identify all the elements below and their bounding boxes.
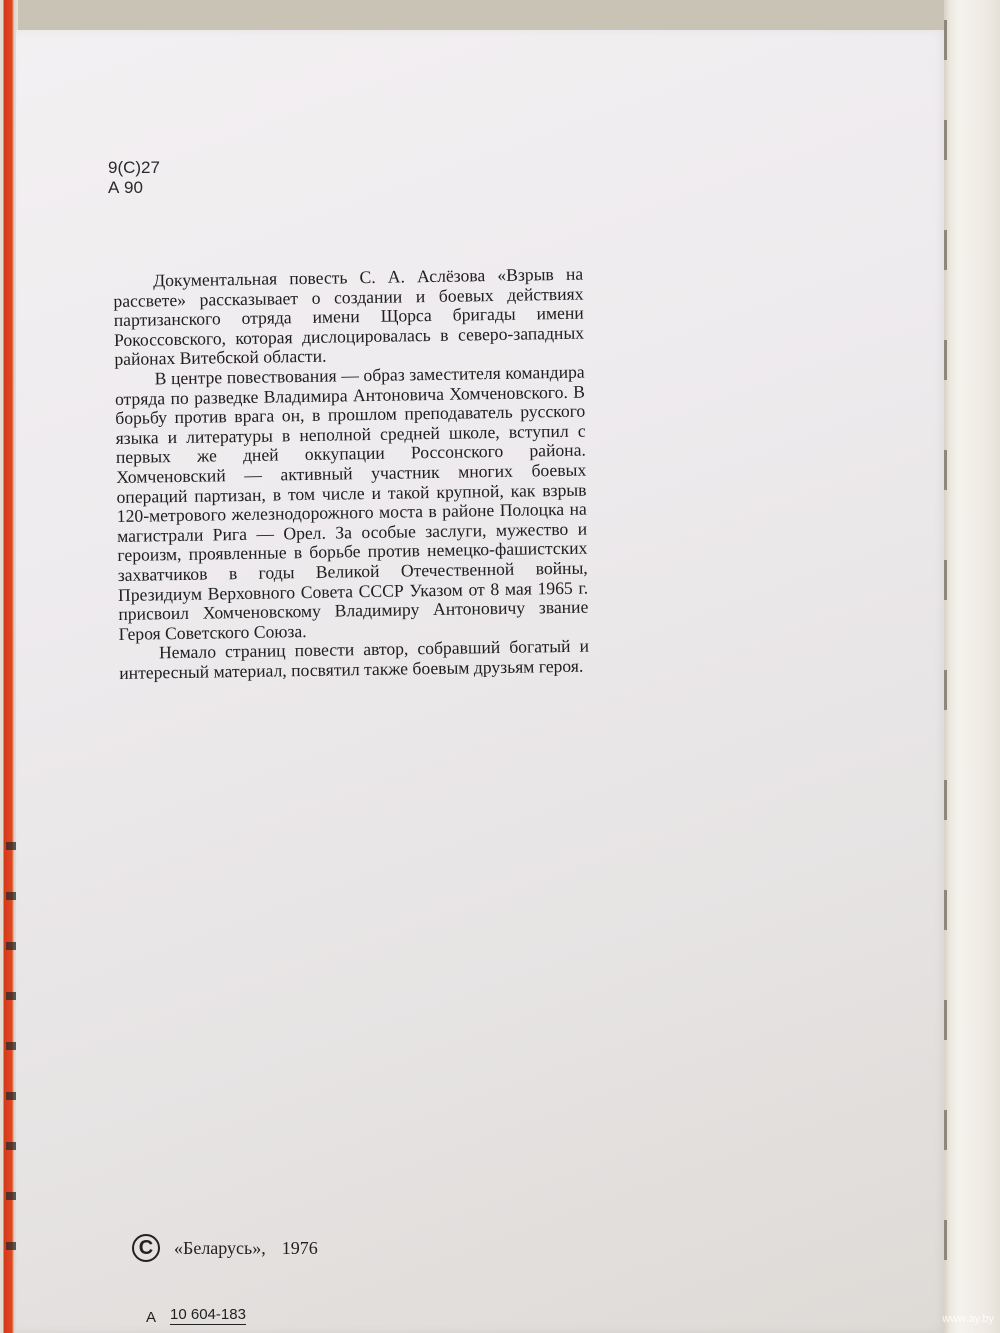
- udc-code: [108, 158, 160, 198]
- publication-year: 1976: [281, 1237, 318, 1258]
- publisher-name: «Беларусь»,: [174, 1237, 266, 1258]
- book-spine-gutter: [944, 0, 1000, 1333]
- binding-stitch: [944, 230, 947, 270]
- binding-stitch: [944, 450, 947, 490]
- binding-stitch: [944, 20, 947, 60]
- binding-stitch: [944, 120, 947, 160]
- annotation-paragraph: Немало страниц повести автор, собравший богатый и интересный материал, посвятил также боевым друзьям героя.: [119, 635, 590, 683]
- publication-index: [146, 1306, 246, 1326]
- cover-edge-marks: [6, 820, 16, 1280]
- book-annotation: [113, 265, 589, 684]
- udc-line-1: 9(С)27: [108, 158, 160, 177]
- copyright-line: [132, 1234, 318, 1262]
- binding-stitch: [944, 1000, 947, 1040]
- copyright-icon: C: [132, 1234, 160, 1262]
- index-number: 10 604-183: [170, 1306, 246, 1323]
- binding-stitch: [944, 780, 947, 820]
- site-watermark: www.ay.by: [942, 1313, 994, 1325]
- index-letter: А: [146, 1309, 157, 1326]
- binding-stitch: [944, 1220, 947, 1260]
- binding-stitch: [944, 560, 947, 600]
- binding-stitch: [944, 1110, 947, 1150]
- binding-stitch: [944, 890, 947, 930]
- annotation-paragraph: В центре повествования — образ заместителя командира отряда по разведке Владимира Антоновича Хомченовского. В борьбу против врага он, в прошлом преподаватель русского языка и литературы в неполной средней школе, вступил с первых же дней оккупации Россонского района. Хомченовский — активный участник многих боевых операций партизан, в том числе и такой крупной, как взрыв 120-метрового железнодорожного моста в районе Полоцка на магистрали Рига — Орел. За особые заслуги, мужество и героизм, проявленные в борьбе против немецко-фашистских захватчиков в годы Великой Отечественной войны, Президиум Верховного Совета СССР Указом от 8 мая 1965 г. присвоил Хомченовскому Владимиру Антоновичу звание Героя Советского Союза.: [114, 361, 589, 644]
- annotation-paragraph: Документальная повесть С. А. Аслёзова «Взрыв на рассвете» рассказывает о создании и боевых действиях партизанского отряда имени Щорса бригады имени Рокоссовского, которая дислоцировалась в северо-западных районах Витебской области.: [113, 263, 585, 370]
- binding-stitch: [944, 670, 947, 710]
- binding-stitch: [944, 340, 947, 380]
- udc-line-2: А 90: [108, 178, 143, 197]
